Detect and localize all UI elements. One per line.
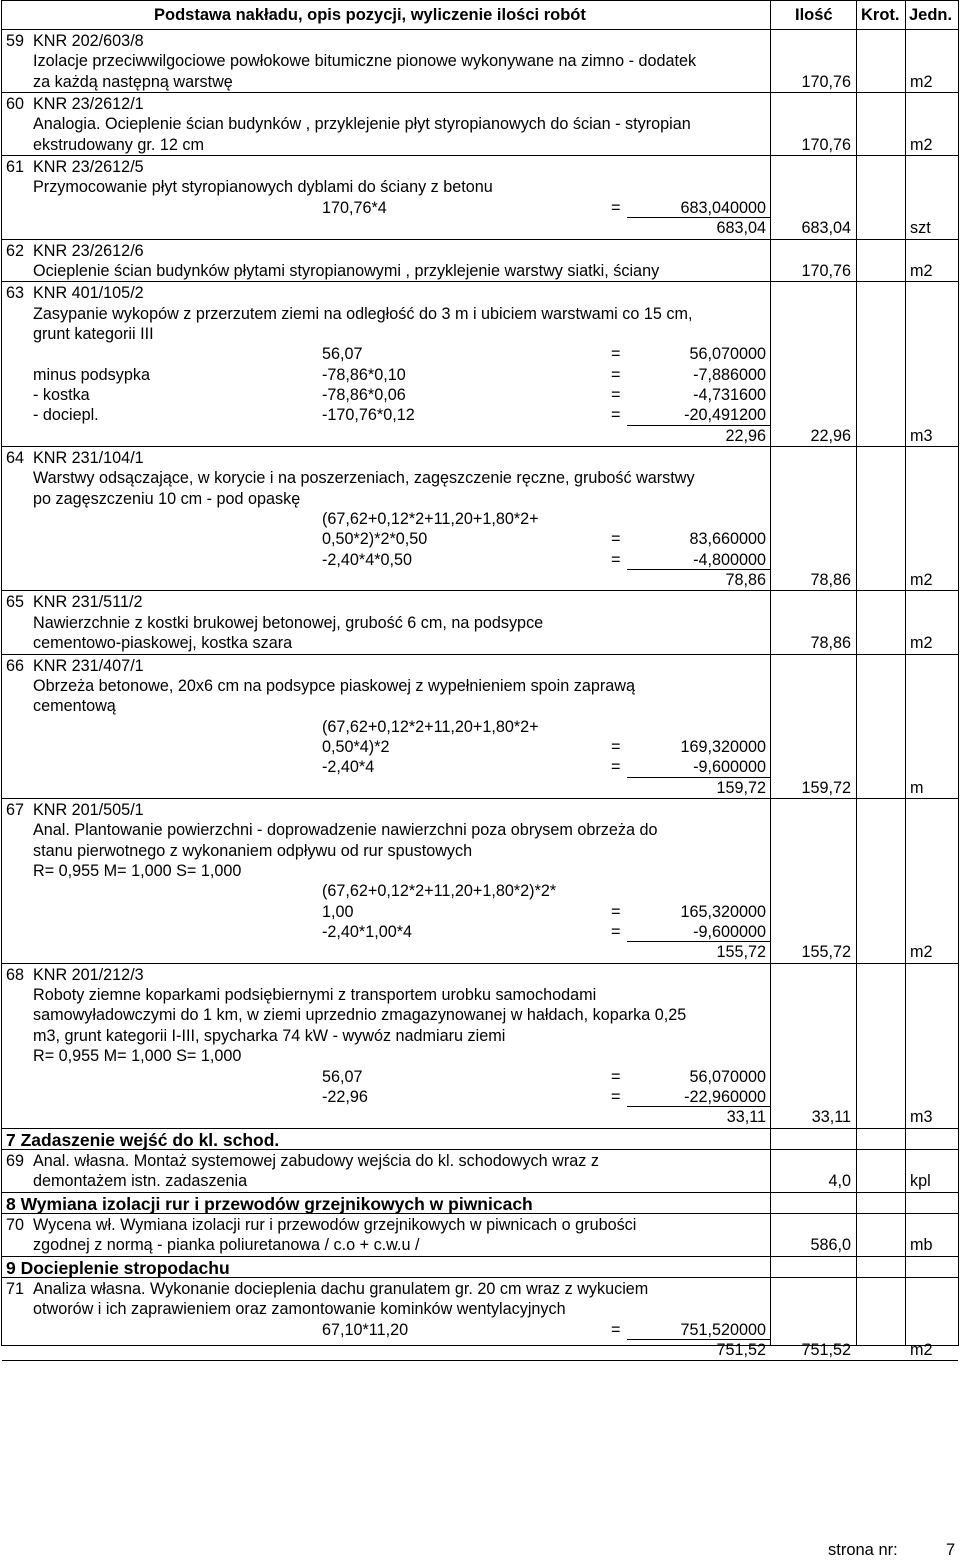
item-quantity: 22,96 <box>810 426 851 445</box>
item-quantity: 78,86 <box>810 571 851 590</box>
calc-formula: 56,07 <box>322 1067 363 1086</box>
item-unit: szt <box>910 219 931 238</box>
calc-formula: (67,62+0,12*2+11,20+1,80*2+ <box>322 510 539 529</box>
calc-formula: 0,50*4)*2 <box>322 737 390 756</box>
item-description-line: Obrzeża betonowe, 20x6 cm na podsypce piaskowej z wypełnieniem spoin zaprawą <box>33 676 635 695</box>
calc-value: -4,800000 <box>693 550 766 569</box>
section-title: 8 Wymiana izolacji rur i przewodów grzejnikowych w piwnicach <box>6 1193 533 1214</box>
calc-value: -22,960000 <box>684 1087 766 1106</box>
row-divider <box>2 1360 958 1361</box>
item-quantity: 170,76 <box>801 135 851 154</box>
item-description-line: Analiza własna. Wykonanie docieplenia dachu granulatem gr. 20 cm wraz z wykuciem <box>33 1280 649 1298</box>
item-unit: m2 <box>910 135 933 154</box>
calc-value: 683,040000 <box>680 198 766 217</box>
item-description-line: cementową <box>33 697 116 716</box>
row-divider <box>2 590 958 591</box>
page-label: strona nr: <box>828 1541 898 1559</box>
item-code: KNR 201/505/1 <box>33 800 144 819</box>
calc-equals: = <box>611 758 621 777</box>
item-unit: m <box>910 778 924 797</box>
calc-equals: = <box>611 1087 621 1106</box>
item-description-line: grunt kategorii III <box>33 324 154 343</box>
item-description-line: samowyładowczymi do 1 km, w ziemi uprzednio zmagazynowanej w hałdach, koparka 0,25 <box>33 1006 687 1025</box>
item-quantity: 170,76 <box>801 72 851 91</box>
header-quantity: Ilość <box>795 6 833 24</box>
calc-equals: = <box>611 345 621 364</box>
calc-subtotal: 33,11 <box>726 1108 766 1127</box>
item-description-line: Anal. Plantowanie powierzchni - doprowadzenie nawierzchni poza obrysem obrzeża do <box>33 821 658 840</box>
item-description-line: Analogia. Ocieplenie ścian budynków , przyklejenie płyt styropianowych do ścian - styropian <box>33 115 691 134</box>
calc-equals: = <box>611 365 621 384</box>
row-divider <box>2 239 958 240</box>
item-description-line: Zasypanie wykopów z przerzutem ziemi na odległość do 3 m i ubiciem warstwami co 15 cm, <box>33 304 693 323</box>
item-quantity: 170,76 <box>801 261 851 280</box>
item-code: KNR 231/104/1 <box>33 449 144 467</box>
item-description-line: ekstrudowany gr. 12 cm <box>33 135 204 154</box>
item-description-line: cementowo-piaskowej, kostka szara <box>33 634 293 653</box>
calc-label: minus podsypka <box>33 365 150 384</box>
item-number: 59 <box>6 32 25 50</box>
item-number: 71 <box>6 1280 25 1298</box>
item-code: KNR 231/511/2 <box>33 593 143 612</box>
item-description-line: Roboty ziemne koparkami podsiębiernymi z transportem urobku samochodami <box>33 986 597 1005</box>
item-number: 61 <box>6 158 25 177</box>
item-description-line: Anal. własna. Montaż systemowej zabudowy wejścia do kl. schodowych wraz z <box>33 1151 599 1170</box>
item-quantity: 155,72 <box>801 943 851 962</box>
calc-value: -9,600000 <box>693 758 766 777</box>
calc-formula: -78,86*0,10 <box>322 365 406 384</box>
item-description-line: R= 0,955 M= 1,000 S= 1,000 <box>33 862 242 880</box>
calc-equals: = <box>611 1320 621 1339</box>
calc-value: 165,320000 <box>680 902 766 921</box>
row-divider <box>2 798 958 799</box>
calc-formula: -2,40*1,00*4 <box>322 923 413 942</box>
header-multiplier: Krot. <box>861 6 900 24</box>
item-number: 62 <box>6 241 25 260</box>
item-number: 66 <box>6 656 25 675</box>
item-unit: m2 <box>910 72 933 91</box>
row-divider <box>2 1128 958 1129</box>
item-description-line: otworów i ich zaprawieniem oraz zamontowanie kominków wentylacyjnych <box>33 1300 566 1319</box>
calc-formula: -2,40*4 <box>322 758 375 777</box>
item-quantity: 586,0 <box>810 1236 851 1255</box>
header-divider <box>2 29 958 30</box>
column-divider <box>856 1 857 1345</box>
item-number: 65 <box>6 593 25 612</box>
item-number: 68 <box>6 965 25 984</box>
item-quantity: 78,86 <box>810 634 851 653</box>
calc-formula: 67,10*11,20 <box>322 1320 409 1339</box>
calc-formula: 0,50*2)*2*0,50 <box>322 530 428 549</box>
calc-subtotal: 22,96 <box>725 426 766 445</box>
item-description-line: za każdą następną warstwę <box>33 72 233 91</box>
item-quantity: 683,04 <box>801 219 851 238</box>
calc-label: - dociepl. <box>33 406 99 425</box>
item-quantity: 4,0 <box>828 1172 851 1191</box>
calc-subtotal: 159,72 <box>716 778 766 797</box>
item-description-line: Izolacje przeciwwilgociowe powłokowe bitumiczne pionowe wykonywane na zimno - dodatek <box>33 52 697 71</box>
item-description-line: Warstwy odsączające, w korycie i na poszerzeniach, zagęszczenie ręczne, grubość warstwy <box>33 469 695 488</box>
item-description-line: R= 0,955 M= 1,000 S= 1,000 <box>33 1047 242 1066</box>
item-description-line: Nawierzchnie z kostki brukowej betonowej, grubość 6 cm, na podsypce <box>33 613 544 632</box>
calc-equals: = <box>611 385 621 404</box>
item-unit: m2 <box>910 634 933 653</box>
calc-equals: = <box>611 406 621 425</box>
calc-equals: = <box>611 923 621 942</box>
item-unit: m2 <box>910 571 933 590</box>
calc-equals: = <box>611 902 621 921</box>
item-unit: m2 <box>910 261 933 280</box>
item-quantity: 159,72 <box>801 778 851 797</box>
row-divider <box>2 654 958 655</box>
item-code: KNR 23/2612/6 <box>33 241 144 260</box>
item-code: KNR 231/407/1 <box>33 656 144 675</box>
calc-value: 56,070000 <box>689 345 766 364</box>
row-divider <box>2 281 958 282</box>
header-unit: Jedn. <box>909 6 953 24</box>
item-quantity: 33,11 <box>811 1108 851 1127</box>
item-quantity: 751,52 <box>801 1341 851 1360</box>
item-description-line: Przymocowanie płyt styropianowych dyblami do ściany z betonu <box>33 178 493 197</box>
item-description-line: demontażem istn. zadaszenia <box>33 1172 248 1191</box>
item-description-line: stanu pierwotnego z wykonaniem odpływu od rur spustowych <box>33 841 473 860</box>
item-description-line: Wycena wł. Wymiana izolacji rur i przewodów grzejnikowych w piwnicach o grubości <box>33 1215 637 1234</box>
column-divider <box>770 1 771 1345</box>
row-divider <box>2 1192 958 1193</box>
calc-formula: -170,76*0,12 <box>322 406 415 425</box>
calc-label: - kostka <box>33 385 90 404</box>
row-divider <box>2 1256 958 1257</box>
item-unit: m3 <box>910 426 933 445</box>
calc-formula: -2,40*4*0,50 <box>322 550 413 569</box>
item-description-line: Ocieplenie ścian budynków płytami styropianowymi , przyklejenie warstwy siatki, ściany <box>33 261 660 280</box>
item-unit: mb <box>910 1236 933 1255</box>
section-title: 9 Docieplenie stropodachu <box>6 1257 230 1278</box>
calc-value: 169,320000 <box>680 737 766 756</box>
item-code: KNR 23/2612/1 <box>33 95 144 114</box>
calc-value: -20,491200 <box>684 406 766 425</box>
calc-value: 56,070000 <box>689 1067 766 1086</box>
item-number: 69 <box>6 1151 25 1170</box>
item-code: KNR 201/212/3 <box>33 965 144 984</box>
item-number: 60 <box>6 95 25 114</box>
cost-estimate-table <box>1 0 959 1360</box>
calc-equals: = <box>611 1067 621 1086</box>
item-code: KNR 401/105/2 <box>33 284 144 303</box>
calc-formula: 56,07 <box>322 345 363 364</box>
calc-subtotal: 78,86 <box>725 571 766 590</box>
item-code: KNR 23/2612/5 <box>33 158 144 177</box>
calc-value: -9,600000 <box>693 923 766 942</box>
item-number: 70 <box>6 1215 25 1234</box>
calc-formula: 1,00 <box>322 902 354 921</box>
item-unit: kpl <box>910 1172 931 1191</box>
calc-formula: 170,76*4 <box>322 198 387 217</box>
row-divider <box>2 155 958 156</box>
header-description: Podstawa nakładu, opis pozycji, wyliczenie ilości robót <box>154 6 586 24</box>
column-divider <box>905 1 906 1345</box>
calc-formula: (67,62+0,12*2+11,20+1,80*2+ <box>322 717 539 736</box>
section-divider <box>2 1213 958 1214</box>
item-unit: m2 <box>910 1341 933 1360</box>
calc-value: -4,731600 <box>693 385 766 404</box>
calc-subtotal: 683,04 <box>716 219 766 238</box>
item-unit: m3 <box>910 1108 933 1127</box>
calc-formula: -78,86*0,06 <box>322 385 406 404</box>
item-code: KNR 202/603/8 <box>33 32 144 50</box>
calc-equals: = <box>611 198 621 217</box>
item-number: 64 <box>6 449 25 467</box>
item-description-line: m3, grunt kategorii I-III, spycharka 74 kW - wywóz nadmiaru ziemi <box>33 1026 506 1045</box>
section-divider <box>2 1277 958 1278</box>
item-number: 67 <box>6 800 25 819</box>
item-description-line: po zagęszczeniu 10 cm - pod opaskę <box>33 489 301 508</box>
row-divider <box>2 963 958 964</box>
calc-value: 751,520000 <box>680 1320 766 1339</box>
page-number: 7 <box>946 1541 956 1559</box>
calc-equals: = <box>611 530 621 549</box>
section-divider <box>2 1149 958 1150</box>
calc-equals: = <box>611 737 621 756</box>
row-divider <box>2 446 958 447</box>
calc-value: -7,886000 <box>693 365 766 384</box>
item-number: 63 <box>6 284 25 303</box>
calc-subtotal: 751,52 <box>716 1341 766 1360</box>
calc-formula: (67,62+0,12*2+11,20+1,80*2)*2* <box>322 882 557 901</box>
row-divider <box>2 92 958 93</box>
calc-subtotal: 155,72 <box>716 943 766 962</box>
calc-formula: -22,96 <box>322 1087 368 1106</box>
item-unit: m2 <box>910 943 933 962</box>
item-description-line: zgodnej z normą - pianka poliuretanowa / c.o + c.w.u / <box>33 1236 420 1255</box>
calc-value: 83,660000 <box>689 530 766 549</box>
section-title: 7 Zadaszenie wejść do kl. schod. <box>6 1129 280 1150</box>
calc-equals: = <box>611 550 621 569</box>
